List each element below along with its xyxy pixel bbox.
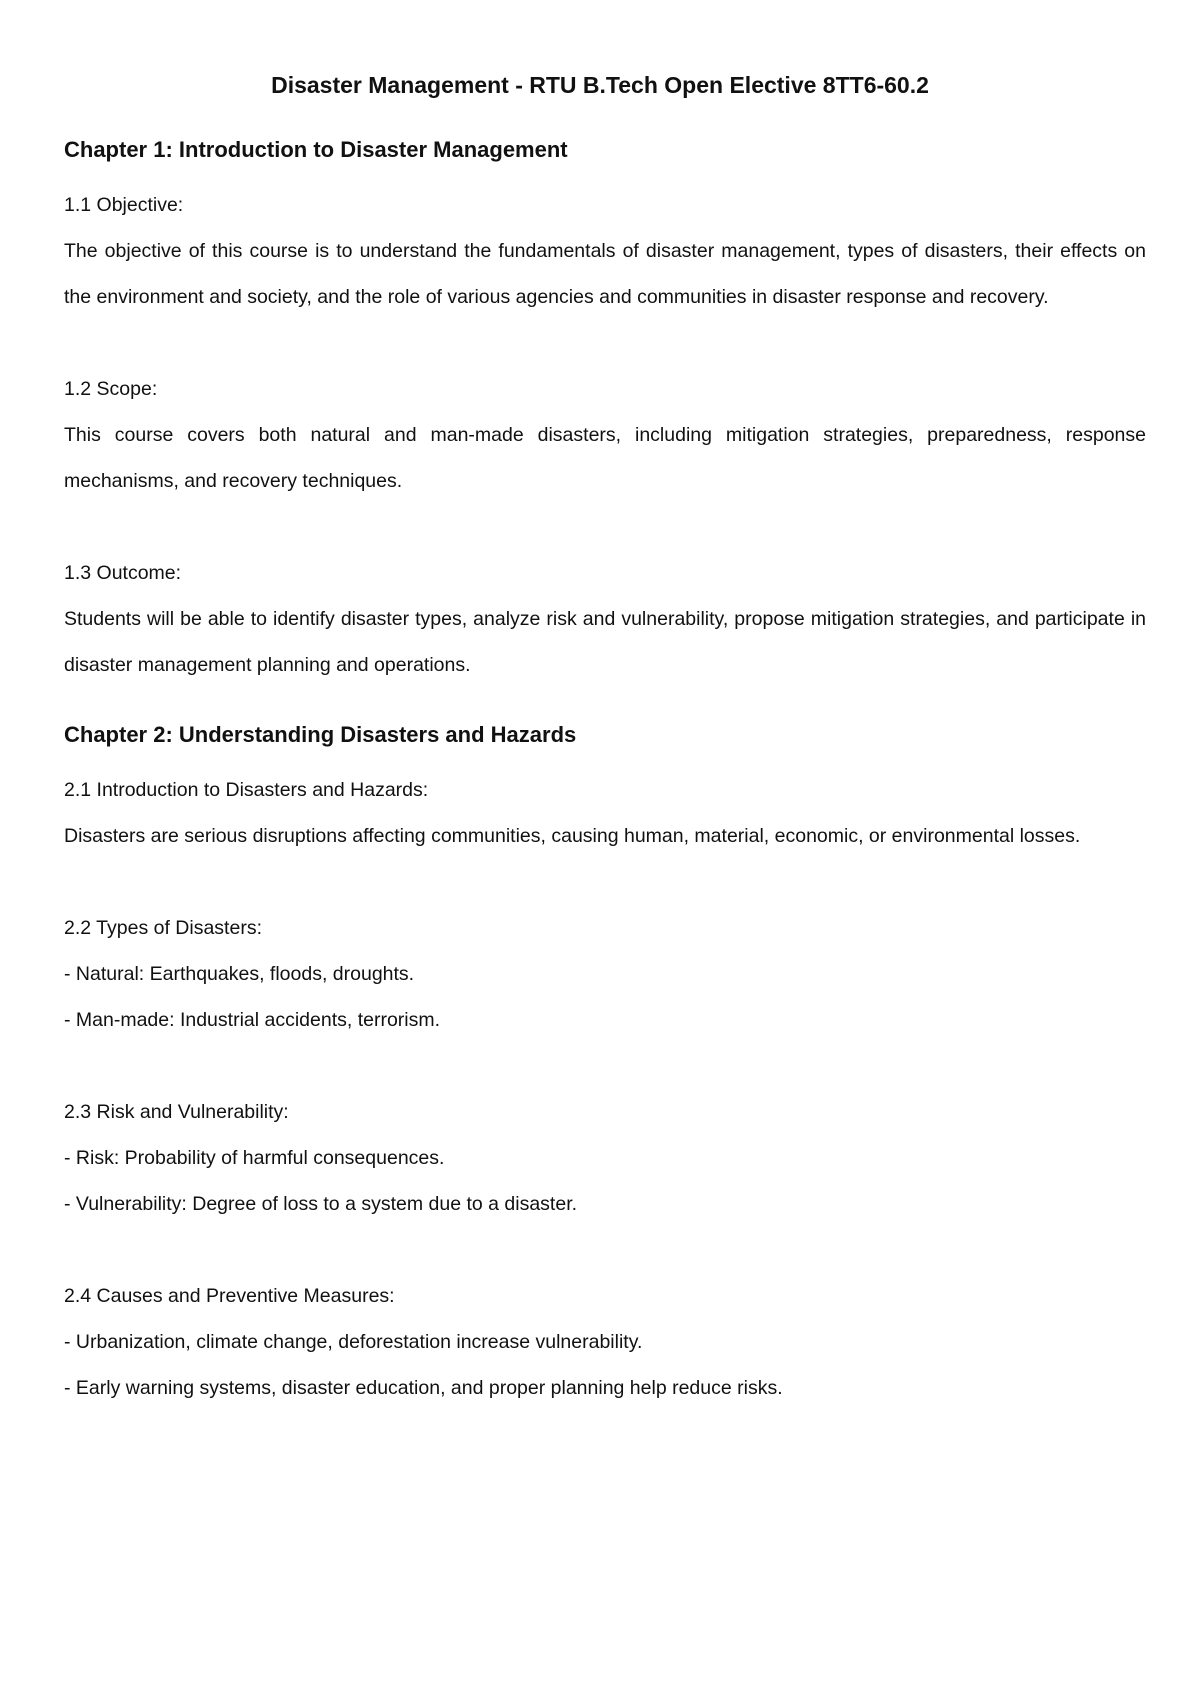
- section-2-4-heading: 2.4 Causes and Preventive Measures:: [64, 1285, 395, 1307]
- chapter-1-heading: Chapter 1: Introduction to Disaster Management: [64, 137, 568, 162]
- document-title: Disaster Management - RTU B.Tech Open Elective 8TT6-60.2: [271, 72, 929, 98]
- list-item: - Risk: Probability of harmful consequences.: [64, 1147, 445, 1169]
- list-item: - Urbanization, climate change, deforestation increase vulnerability.: [64, 1331, 643, 1353]
- spacer: [64, 1043, 1146, 1089]
- spacer: [64, 320, 1146, 366]
- document-body: [64, 135, 1146, 1411]
- section-2-1-text: Disasters are serious disruptions affecting communities, causing human, material, economic, or environmental losses.: [64, 825, 1081, 847]
- chapter-2-heading: Chapter 2: Understanding Disasters and Hazards: [64, 722, 577, 747]
- section-1-3-text: Students will be able to identify disaster types, analyze risk and vulnerability, propose mitigation strategies, and participate in disaster management planning and operations.: [64, 608, 1146, 676]
- section-2-1-heading: 2.1 Introduction to Disasters and Hazards:: [64, 779, 429, 801]
- section-1-2-text: This course covers both natural and man-made disasters, including mitigation strategies, preparedness, response mechanisms, and recovery techniques.: [64, 424, 1146, 492]
- spacer: [64, 1227, 1146, 1273]
- spacer: [64, 504, 1146, 550]
- section-1-3-heading: 1.3 Outcome:: [64, 562, 182, 584]
- section-1-1-text: The objective of this course is to understand the fundamentals of disaster management, types of disasters, their effects on the environment and society, and the role of various agencies and communities in disaster response and recovery.: [64, 240, 1146, 308]
- section-2-3-heading: 2.3 Risk and Vulnerability:: [64, 1101, 289, 1123]
- section-1-1-heading: 1.1 Objective:: [64, 194, 184, 216]
- list-item: - Early warning systems, disaster education, and proper planning help reduce risks.: [64, 1377, 783, 1399]
- list-item: - Natural: Earthquakes, floods, droughts.: [64, 963, 415, 985]
- spacer: [64, 859, 1146, 905]
- list-item: - Man-made: Industrial accidents, terrorism.: [64, 1009, 441, 1031]
- section-1-2-heading: 1.2 Scope:: [64, 378, 158, 400]
- section-2-2-heading: 2.2 Types of Disasters:: [64, 917, 262, 939]
- list-item: - Vulnerability: Degree of loss to a system due to a disaster.: [64, 1193, 578, 1215]
